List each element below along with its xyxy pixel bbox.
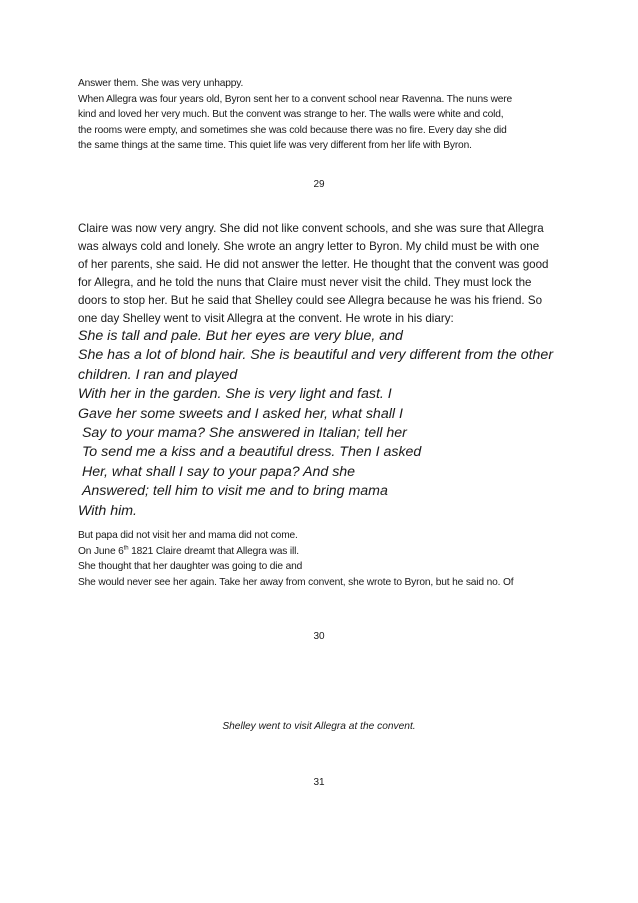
- diary-line: Gave her some sweets and I asked her, what shall I: [78, 405, 403, 422]
- diary-line: Her, what shall I say to your papa? And she: [78, 463, 356, 480]
- page-number-31: 31: [313, 777, 325, 788]
- page-number-29: 29: [313, 179, 325, 190]
- paragraph-line: But papa did not visit her and mama did not come.: [78, 530, 298, 541]
- page-number-30: 30: [313, 631, 325, 642]
- diary-line: With him.: [78, 502, 137, 519]
- paragraph-claire-dream: [78, 528, 564, 590]
- paragraph-line: She would never see her again. Take her away from convent, she wrote to Byron, but he said no. Of: [78, 576, 514, 588]
- date-text: On June 6: [78, 545, 124, 557]
- ordinal-suffix: th: [123, 545, 129, 552]
- paragraph-line: kind and loved her very much. But the convent was strange to her. The walls were white and cold,: [78, 109, 504, 121]
- paragraph-line: one day Shelley went to visit Allegra at the convent. He wrote in his diary:: [78, 312, 454, 326]
- illustration-caption: Shelley went to visit Allegra at the convent.: [222, 721, 416, 732]
- diary-excerpt: [78, 327, 564, 521]
- paragraph-line: She thought that her daughter was going to die and: [78, 561, 303, 573]
- paragraph-line: When Allegra was four years old, Byron sent her to a convent school near Ravenna. The nuns were: [78, 93, 513, 105]
- paragraph-claire-angry: [78, 220, 564, 329]
- diary-line: With her in the garden. She is very light and fast. I: [78, 386, 392, 403]
- diary-line: She is tall and pale. But her eyes are very blue, and: [78, 328, 403, 344]
- paragraph-text: 1821 Claire dreamt that Allegra was ill.: [128, 545, 299, 557]
- paragraph-allegra-convent: [78, 76, 564, 154]
- paragraph-line: was always cold and lonely. She wrote an angry letter to Byron. My child must be with one: [78, 240, 540, 254]
- diary-line: Say to your mama? She answered in Italian; tell her: [78, 425, 407, 442]
- paragraph-line: the rooms were empty, and sometimes she was cold because there was no fire. Every day she did: [78, 124, 507, 136]
- paragraph-line: of her parents, she said. He did not answer the letter. He thought that the convent was good: [78, 258, 549, 272]
- paragraph-line: the same things at the same time. This quiet life was very different from her life with Byron.: [78, 140, 472, 152]
- diary-line: children. I ran and played: [78, 366, 238, 383]
- paragraph-line: doors to stop her. But he said that Shelley could see Allegra because he was his friend. So: [78, 294, 543, 308]
- diary-line: To send me a kiss and a beautiful dress. Then I asked: [78, 444, 422, 461]
- diary-line: Answered; tell him to visit me and to bring mama: [78, 483, 388, 500]
- paragraph-line: for Allegra, and he told the nuns that Claire must never visit the child. They must lock the: [78, 276, 532, 290]
- paragraph-line: Answer them. She was very unhappy.: [78, 78, 244, 89]
- paragraph-line: [78, 544, 564, 560]
- diary-line: She has a lot of blond hair. She is beautiful and very different from the other: [78, 347, 554, 364]
- paragraph-line: Claire was now very angry. She did not like convent schools, and she was sure that Allegra: [78, 222, 544, 235]
